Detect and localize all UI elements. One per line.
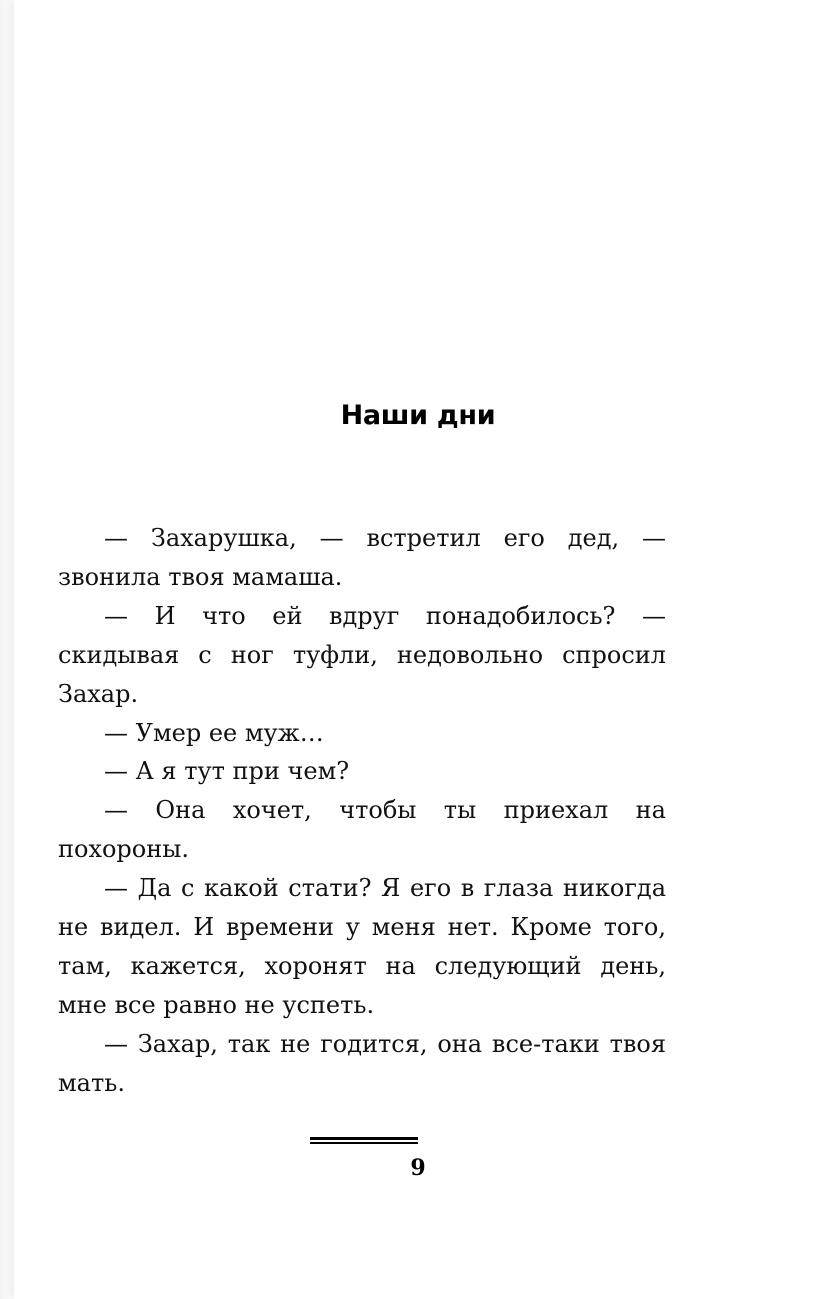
footer-rule-bottom xyxy=(310,1142,418,1144)
paragraph-7: — Захар, так не годится, она все-таки твоя мать. xyxy=(58,1029,666,1097)
paragraph-4: — А я тут при чем? xyxy=(104,757,350,786)
chapter-title: Наши дни xyxy=(340,400,496,431)
paragraph-2: — И что ей вдруг понадобилось? — скидывая с ног туфли, недовольно спросил Захар. xyxy=(58,601,666,708)
page-edge-shadow xyxy=(0,0,14,1299)
page-number: 9 xyxy=(410,1155,426,1181)
paragraph-6: — Да с какой стати? Я его в глаза никогда не видел. И времени у меня нет. Кроме того, там, кажется, хоронят на следующий день, мне все равно не успеть. xyxy=(58,874,666,1019)
paragraph-1: — Захарушка, — встретил его дед, — звонила твоя мамаша. xyxy=(58,524,666,591)
paragraph-3: — Умер ее муж… xyxy=(104,718,324,747)
body-text xyxy=(58,519,666,1103)
paragraph-5: — Она хочет, чтобы ты приехал на похороны. xyxy=(58,796,666,864)
footer-rule-top xyxy=(310,1137,418,1140)
book-page xyxy=(14,0,822,1299)
